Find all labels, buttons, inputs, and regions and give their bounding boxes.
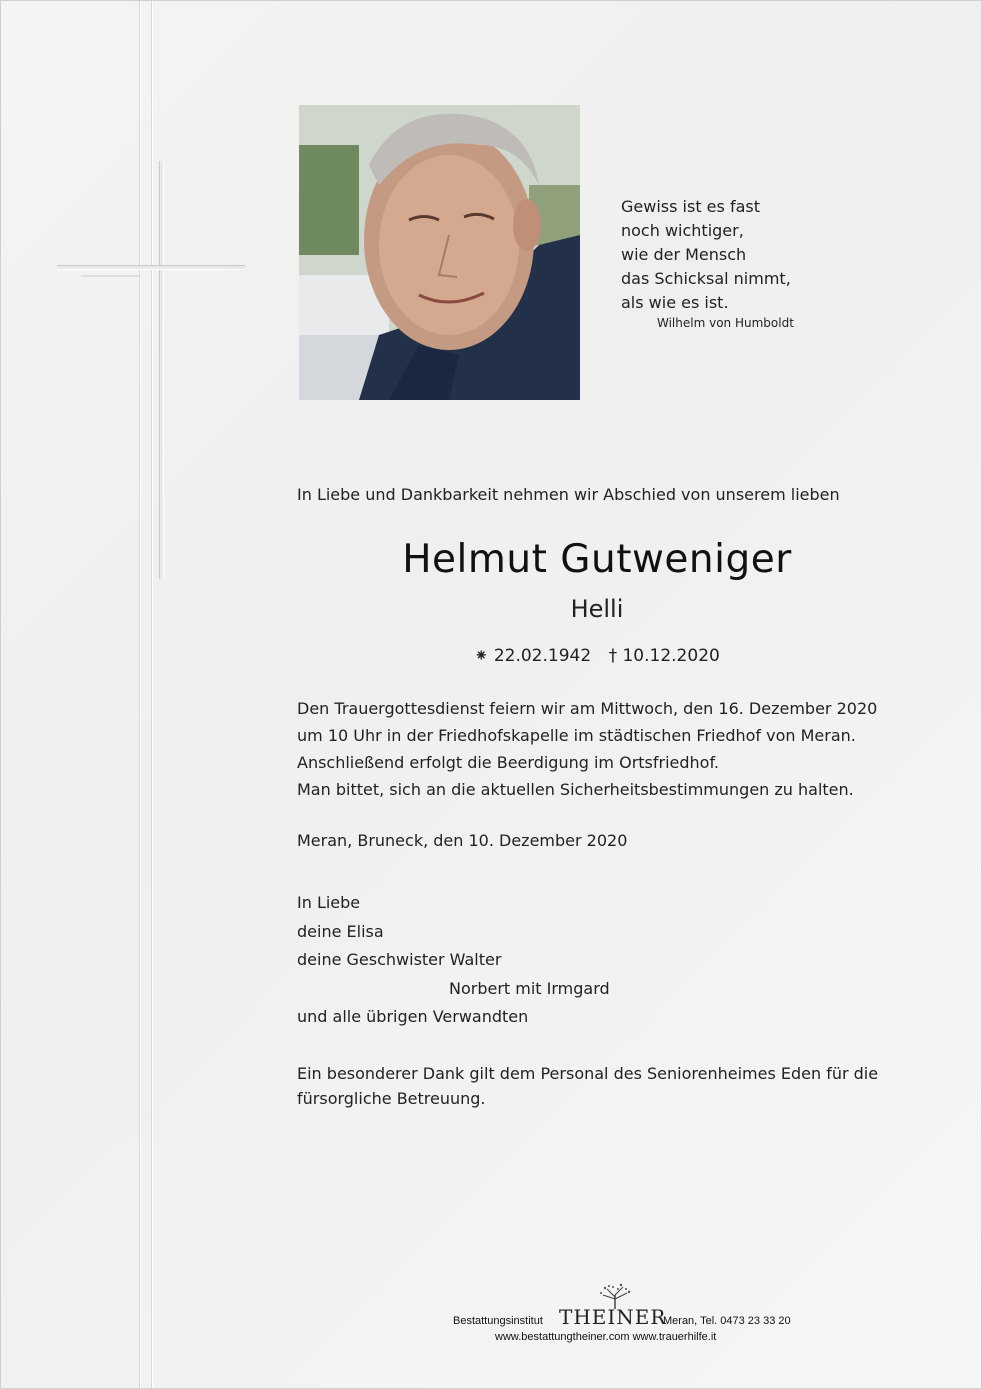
family-line: und alle übrigen Verwandten <box>297 1007 529 1026</box>
footer-logo: THEINER <box>559 1305 667 1329</box>
footer-institute: Bestattungsinstitut <box>453 1315 543 1327</box>
star-icon: ⁕ <box>474 646 489 666</box>
death-date: † 10.12.2020 <box>608 646 720 666</box>
family-line: deine Geschwister Walter <box>297 950 502 969</box>
life-dates <box>297 646 897 666</box>
service-line: um 10 Uhr in der Friedhofskapelle im städtischen Friedhof von Meran. <box>297 726 856 745</box>
deceased-name: Helmut Gutweniger <box>402 537 792 582</box>
family-signature <box>297 889 610 1032</box>
funeral-home-footer <box>451 1291 811 1343</box>
quote-line: Gewiss ist es fast <box>621 197 760 216</box>
embossed-band-line <box>151 1 152 1388</box>
birth-date: ⁕ 22.02.1942 <box>474 646 592 666</box>
embossed-band-line <box>139 1 140 1388</box>
dagger-icon: † <box>608 646 618 666</box>
family-line: deine Elisa <box>297 921 384 941</box>
footer-websites: www.bestattungtheiner.com www.trauerhilfe.it <box>495 1331 717 1343</box>
quote <box>621 195 794 331</box>
portrait-photo <box>299 105 580 400</box>
quote-line: das Schicksal nimmt, <box>621 269 791 288</box>
service-announcement <box>297 695 907 803</box>
quote-line: als wie es ist. <box>621 293 729 312</box>
quote-author: Wilhelm von Humboldt <box>657 316 794 330</box>
deceased-nickname: Helli <box>570 595 624 623</box>
quote-line: noch wichtiger, <box>621 221 744 240</box>
family-line: Norbert mit Irmgard <box>449 978 610 998</box>
quote-line: wie der Mensch <box>621 245 747 264</box>
place-date: Meran, Bruneck, den 10. Dezember 2020 <box>297 831 628 850</box>
service-line: Den Trauergottesdienst feiern wir am Mittwoch, den 16. Dezember 2020 <box>297 699 878 718</box>
footer-phone: Meran, Tel. 0473 23 33 20 <box>663 1315 791 1327</box>
intro-text: In Liebe und Dankbarkeit nehmen wir Abschied von unserem lieben <box>297 485 840 504</box>
thanks-text: Ein besonderer Dank gilt dem Personal des Seniorenheimes Eden für die fürsorgliche Betreuung. <box>297 1064 879 1108</box>
service-line: Anschließend erfolgt die Beerdigung im Ortsfriedhof. <box>297 753 720 772</box>
family-line: In Liebe <box>297 893 361 912</box>
service-line: Man bittet, sich an die aktuellen Sicherheitsbestimmungen zu halten. <box>297 780 854 799</box>
